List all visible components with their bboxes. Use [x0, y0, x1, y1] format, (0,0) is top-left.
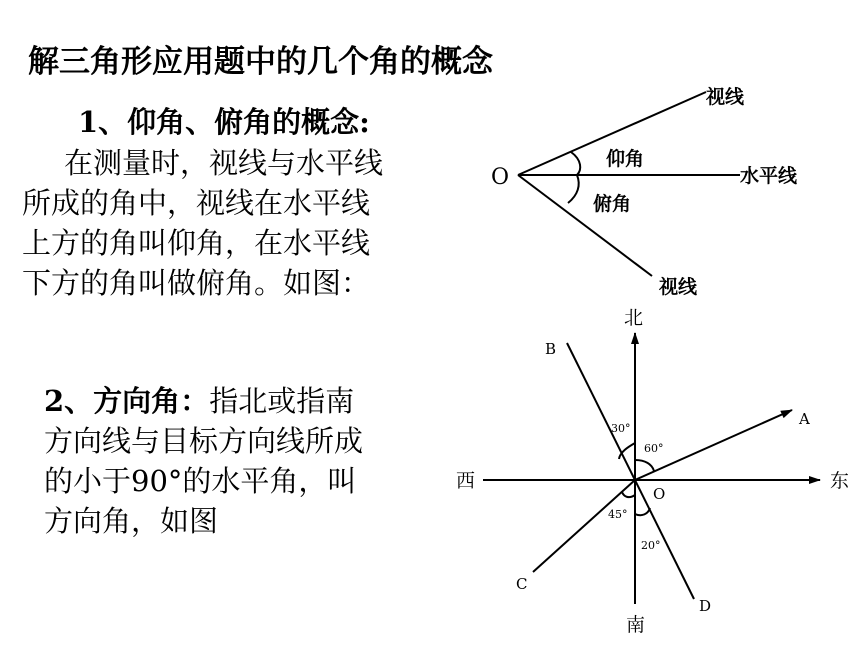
- point-d-label: D: [699, 597, 712, 615]
- section1-line: 所成的角中，视线在水平线: [22, 186, 371, 220]
- section2-line: 的小于90°的水平角，叫: [44, 464, 357, 498]
- elevation-depression-diagram: [491, 85, 798, 298]
- angle-arc-d: [635, 508, 650, 515]
- section1-line: 下方的角叫做俯角。如图：: [22, 266, 371, 300]
- angle-c-label: 45°: [608, 508, 628, 521]
- south-label: 南: [626, 614, 646, 636]
- page-title: 解三角形应用题中的几个角的概念: [28, 44, 493, 80]
- line-bd: [567, 343, 694, 599]
- north-label: 北: [624, 307, 644, 329]
- lower-sight-line: [518, 175, 652, 276]
- angle-a-label: 60°: [644, 442, 664, 455]
- origin-label: O: [491, 165, 510, 190]
- point-a-label: A: [799, 410, 810, 428]
- point-c-label: C: [516, 575, 528, 593]
- depression-label: 俯角: [593, 193, 632, 215]
- section1-line: 在测量时，视线与水平线: [64, 146, 384, 180]
- section2-heading: 2、方向角：: [44, 384, 210, 418]
- section1-heading: 1、仰角、俯角的概念:: [78, 105, 370, 139]
- depression-arc: [568, 175, 579, 203]
- west-label: 西: [456, 470, 476, 492]
- origin-o-label: O: [653, 485, 666, 503]
- angle-b-label: 30°: [611, 422, 631, 435]
- section1-line: 上方的角叫仰角，在水平线: [22, 226, 371, 260]
- direction-angle-diagram: [456, 307, 849, 636]
- section2-line: 方向角，如图: [44, 504, 219, 538]
- section2-line: 指北或指南: [209, 384, 355, 418]
- sight-upper-label: 视线: [706, 86, 745, 108]
- elevation-arc: [571, 152, 580, 175]
- east-label: 东: [830, 470, 850, 492]
- elevation-label: 仰角: [606, 148, 645, 170]
- point-b-label: B: [545, 340, 557, 358]
- angle-arc-c: [622, 492, 635, 497]
- sight-lower-label: 视线: [659, 276, 698, 298]
- line-oc: [533, 480, 635, 572]
- angle-d-label: 20°: [641, 539, 661, 552]
- section2-line: 方向线与目标方向线所成: [44, 424, 364, 458]
- angle-arc-a: [635, 460, 654, 471]
- horizontal-label: 水平线: [740, 165, 798, 187]
